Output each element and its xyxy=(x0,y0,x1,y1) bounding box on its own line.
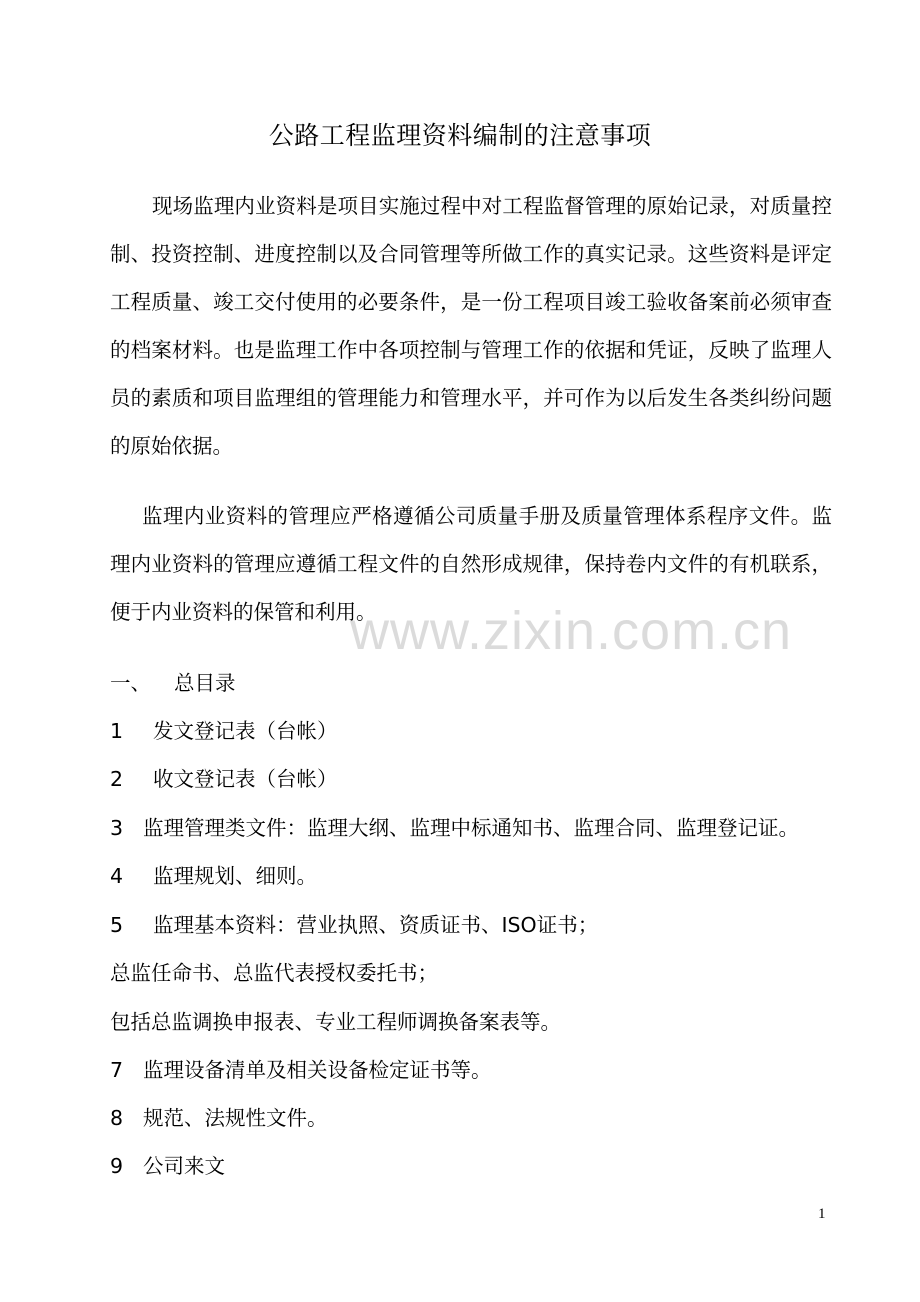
list-item xyxy=(110,861,317,891)
list-item-number: 1 xyxy=(110,719,124,743)
list-item-number: 9 xyxy=(110,1154,124,1178)
list-item xyxy=(110,910,598,940)
list-item-number: 2 xyxy=(110,767,124,791)
list-item-number: 3 xyxy=(110,816,124,840)
list-item-number: 4 xyxy=(110,864,124,888)
list-item xyxy=(110,1055,492,1085)
list-item-text: 公司来文 xyxy=(143,1154,225,1178)
list-item xyxy=(110,1007,561,1037)
list-item-text: 收文登记表（台帐） xyxy=(153,767,338,791)
list-item-text: 监理管理类文件：监理大纲、监理中标通知书、监理合同、监理登记证。 xyxy=(143,816,799,840)
list-item-text: 包括总监调换申报表、专业工程师调换备案表等。 xyxy=(110,1010,561,1034)
list-item-text: 监理基本资料：营业执照、资质证书、ISO证书； xyxy=(153,913,599,937)
list-item xyxy=(110,813,799,843)
list-item-text: 总监任命书、总监代表授权委托书； xyxy=(110,961,438,985)
list-item xyxy=(110,716,338,746)
paragraph-intro: 现场监理内业资料是项目实施过程中对工程监督管理的原始记录，对质量控制、投资控制、进度控制以及合同管理等所做工作的真实记录。这些资料是评定工程质量、竣工交付使用的必要条件，是一份工程项目竣工验收备案前必须审查的档案材料。也是监理工作中各项控制与管理工作的依据和凭证，反映了监理人员的素质和项目监理组的管理能力和管理水平，并可作为以后发生各类纠纷问题的原始依据。 xyxy=(110,194,832,458)
document-title: 公路工程监理资料编制的注意事项 xyxy=(268,121,652,150)
paragraph-management: 监理内业资料的管理应严格遵循公司质量手册及质量管理体系程序文件。监理内业资料的管理应遵循工程文件的自然形成规律，保持卷内文件的有机联系，便于内业资料的保管和利用。 xyxy=(110,504,832,624)
list-item-text: 规范、法规性文件。 xyxy=(143,1106,328,1130)
section-heading xyxy=(110,668,236,698)
list-item xyxy=(110,1151,225,1181)
list-item-text: 发文登记表（台帐） xyxy=(153,719,338,743)
list-item-number: 8 xyxy=(110,1106,124,1130)
list-item-number: 5 xyxy=(110,913,124,937)
list-item-number: 7 xyxy=(110,1058,124,1082)
list-item xyxy=(110,958,438,988)
list-item xyxy=(110,764,338,794)
page-number: 1 xyxy=(818,1206,826,1222)
section-heading-text: 总目录 xyxy=(174,671,236,695)
watermark: www.zixin.com.cn xyxy=(350,601,793,661)
list-item xyxy=(110,1103,328,1133)
section-heading-number: 一、 xyxy=(110,671,151,695)
list-item-text: 监理设备清单及相关设备检定证书等。 xyxy=(143,1058,492,1082)
list-item-text: 监理规划、细则。 xyxy=(153,864,317,888)
